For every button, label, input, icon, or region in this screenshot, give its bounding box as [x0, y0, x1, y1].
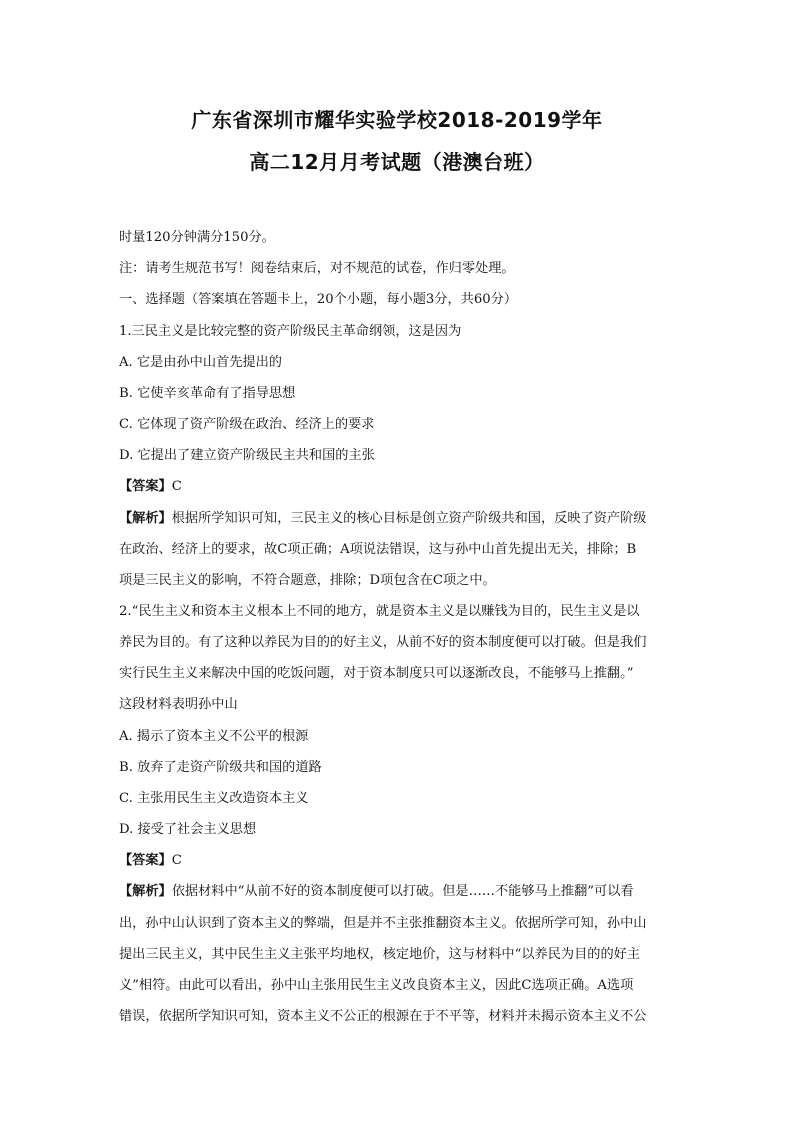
question-1-answer	[119, 477, 679, 497]
question-2-analysis-line: 义”相符。由此可以看出，孙中山主张用民生主义改良资本主义，因此C选项正确。A选项	[119, 978, 634, 993]
question-2-analysis-line	[119, 882, 679, 902]
analysis-label: 【解析】	[119, 511, 172, 526]
question-1-analysis-line: 项是三民主义的影响，不符合题意，排除；D项包含在C项之中。	[119, 573, 496, 588]
question-1-option-c: C. 它体现了资产阶级在政治、经济上的要求	[119, 417, 375, 432]
answer-label: 【答案】	[119, 853, 172, 868]
analysis-text: 根据所学知识可知，三民主义的核心目标是创立资产阶级共和国，反映了资产阶级	[171, 511, 647, 526]
analysis-text: 依据材料中“从前不好的资本制度便可以打破。但是……不能够马上推翻”可以看	[171, 884, 634, 899]
question-1-option-d: D. 它提出了建立资产阶级民主共和国的主张	[119, 448, 375, 463]
question-2-analysis-line: 提出三民主义，其中民生主义主张平均地权，核定地价，这与材料中“以养民为目的的好主	[119, 947, 641, 962]
question-1-analysis-line: 在政治、经济上的要求，故C项正确；A项说法错误，这与孙中山首先提出无关，排除；B	[119, 542, 637, 557]
question-2-option-c: C. 主张用民生主义改造资本主义	[119, 791, 309, 806]
exam-title-line-1: 广东省深圳市耀华实验学校2018-2019学年	[191, 108, 603, 132]
answer-value: C	[171, 479, 182, 494]
question-2-option-a: A. 揭示了资本主义不公平的根源	[119, 729, 309, 744]
section-heading: 一、选择题（答案填在答题卡上，20个小题，每小题3分，共60分）	[119, 292, 518, 307]
question-2-stem-line: 养民为目的。有了这种以养民为目的的好主义，从前不好的资本制度便可以打破。但是我们	[119, 635, 647, 650]
question-2-option-d: D. 接受了社会主义思想	[119, 822, 257, 837]
exam-time-info: 时量120分钟满分150分。	[119, 230, 275, 245]
exam-title-line-2: 高二12月月考试题（港澳台班）	[249, 150, 545, 174]
question-1-option-a: A. 它是由孙中山首先提出的	[119, 355, 282, 370]
analysis-label: 【解析】	[119, 884, 172, 899]
question-2-stem-line: 2.“民生主义和资本主义根本上不同的地方，就是资本主义是以赚钱为目的，民生主义是以	[119, 604, 640, 619]
question-2-stem-line: 实行民生主义来解决中国的吃饭问题，对于资本制度只可以逐渐改良，不能够马上推翻。”	[119, 666, 634, 681]
question-1-stem: 1.三民主义是比较完整的资产阶级民主革命纲领，这是因为	[119, 324, 462, 339]
question-1-analysis-line	[119, 509, 679, 529]
exam-note: 注：请考生规范书写！阅卷结束后，对不规范的试卷，作归零处理。	[119, 261, 515, 276]
question-2-analysis-line: 错误，依据所学知识可知，资本主义不公正的根源在于不平等，材料并未揭示资本主义不公	[119, 1009, 647, 1024]
answer-label: 【答案】	[119, 479, 172, 494]
question-2-stem-line: 这段材料表明孙中山	[119, 697, 238, 712]
question-1-option-b: B. 它使辛亥革命有了指导思想	[119, 386, 296, 401]
question-2-answer	[119, 851, 679, 871]
question-2-analysis-line: 出，孙中山认识到了资本主义的弊端，但是并不主张推翻资本主义。依据所学可知，孙中山	[119, 916, 647, 931]
answer-value: C	[171, 853, 182, 868]
question-2-option-b: B. 放弃了走资产阶级共和国的道路	[119, 760, 322, 775]
